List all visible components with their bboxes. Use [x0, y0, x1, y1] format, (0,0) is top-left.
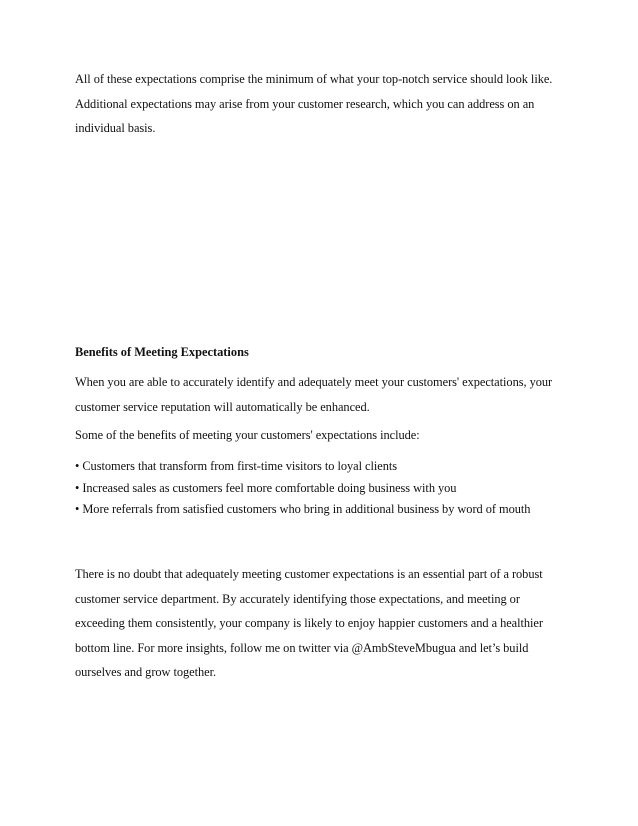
intro-line: All of these expectations comprise the minimum of what your top-notch service should look like. — [75, 72, 553, 86]
bullet-item: • Customers that transform from first-time visitors to loyal clients — [75, 459, 398, 473]
paragraph-line: customer service reputation will automatically be enhanced. — [75, 399, 370, 414]
paragraph-line: bottom line. For more insights, follow me on twitter via @AmbSteveMbugua and let’s build — [75, 640, 529, 655]
benefits-lead-paragraph — [75, 423, 575, 448]
section-heading-block — [75, 343, 575, 361]
intro-paragraph — [75, 67, 575, 141]
paragraph-line: exceeding them consistently, your company is likely to enjoy happier customers and a healthier — [75, 616, 543, 630]
intro-line: individual basis. — [75, 121, 156, 135]
bullet-item: • Increased sales as customers feel more comfortable doing business with you — [75, 480, 457, 495]
paragraph-line: customer service department. By accurately identifying those expectations, and meeting or — [75, 591, 520, 606]
paragraph-line: There is no doubt that adequately meeting customer expectations is an essential part of a robust — [75, 567, 543, 581]
paragraph-line: When you are able to accurately identify and adequately meet your customers' expectations, your — [75, 375, 553, 389]
paragraph-line: ourselves and grow together. — [75, 665, 217, 679]
closing-paragraph — [75, 562, 575, 685]
intro-line: Additional expectations may arise from your customer research, which you can address on an — [75, 96, 535, 111]
bullet-item: • More referrals from satisfied customers who bring in additional business by word of mouth — [75, 502, 531, 516]
benefits-bullet-list — [75, 456, 575, 521]
benefits-intro-paragraph — [75, 370, 575, 419]
section-heading: Benefits of Meeting Expectations — [75, 345, 249, 359]
paragraph-line: Some of the benefits of meeting your customers' expectations include: — [75, 428, 420, 442]
